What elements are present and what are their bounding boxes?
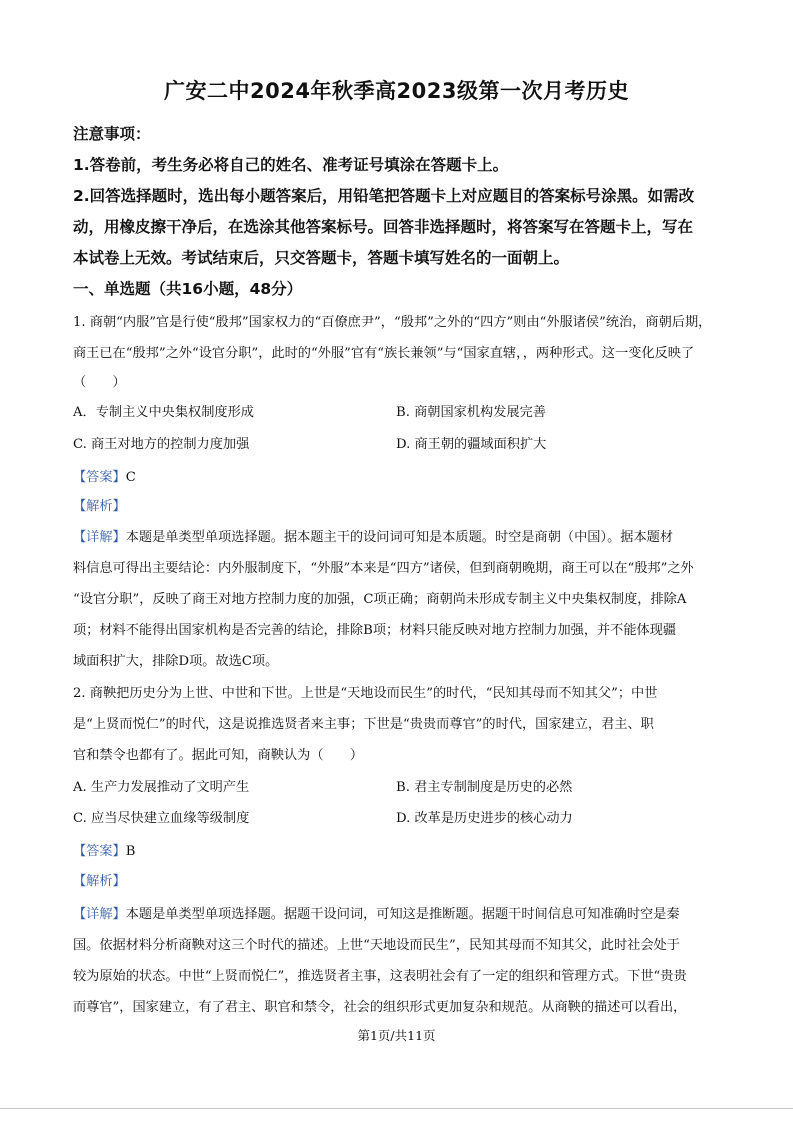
detail-line: 【详解】本题是单类型单项选择题。据题干设问词，可知这是推断题。据题干时间信息可知准确时空是秦	[73, 907, 680, 922]
answer-value: C	[125, 470, 136, 485]
detail-line: “设官分职”，反映了商王对地方控制力度的加强，C项正确；商朝尚未形成专制主义中央集权制度，排除A	[73, 592, 687, 607]
question-text: 商王已在“殷邦”之外“设官分职”，此时的“外服”官有“族长兼领”与“国家直辖，，两种形式。这一变化反映了	[73, 346, 695, 361]
detail-line: 国。依据材料分析商鞅对这三个时代的描述。上世“天地设而民生”，民知其母而不知其父，此时社会处于	[73, 938, 680, 953]
detail-line: 项；材料不能得出国家机构是否完善的结论，排除B项；材料只能反映对地方控制力加强，并不能体现疆	[73, 623, 677, 638]
analysis-label: 【解析】	[73, 499, 126, 514]
answer-row	[73, 840, 135, 859]
page-title: 广安二中2024年秋季高2023级第一次月考历史	[164, 79, 629, 103]
detail-line: 较为原始的状态。中世“上贤而悦仁”，推选贤者主事，这表明社会有了一定的组织和管理方式。下世“贵贵	[73, 969, 687, 984]
page-divider	[0, 1108, 793, 1109]
answer-value: B	[125, 844, 136, 859]
detail-label: 【详解】	[73, 530, 126, 545]
question-text: 官和禁令也都有了。据此可知，商鞅认为（ ）	[73, 748, 364, 763]
question-text: （ ）	[73, 375, 126, 390]
option-d: D. 商王朝的疆域面积扩大	[396, 437, 547, 452]
notice-line: 本试卷上无效。考试结束后，只交答题卡，答题卡填写姓名的一面朝上。	[73, 249, 570, 267]
notice-line: 1.答卷前，考生务必将自己的姓名、准考证号填涂在答题卡上。	[73, 156, 509, 174]
detail-line: 域面积扩大，排除D项。故选C项。	[73, 654, 279, 669]
page-number: 第1页/共11页	[357, 1028, 436, 1043]
option-b: B. 君主专制制度是历史的必然	[396, 780, 573, 795]
option-c: C. 应当尽快建立血缘等级制度	[73, 811, 250, 826]
answer-label: 【答案】	[73, 470, 126, 485]
detail-line: 【详解】本题是单类型单项选择题。据本题主干的设问词可知是本质题。时空是商朝（中国）。据本题材	[73, 530, 674, 545]
option-a: A．专制主义中央集权制度形成	[73, 405, 254, 420]
detail-label: 【详解】	[73, 907, 126, 922]
option-c: C. 商王对地方的控制力度加强	[73, 437, 250, 452]
option-d: D. 改革是历史进步的核心动力	[396, 811, 573, 826]
section-heading: 一、单选题（共16小题，48分）	[73, 280, 303, 298]
analysis-label: 【解析】	[73, 874, 126, 889]
detail-line: 料信息可得出主要结论：内外服制度下，“外服”本来是“四方”诸侯，但到商朝晚期，商王可以在“殷邦”之外	[73, 561, 694, 576]
notice-line: 2.回答选择题时，选出每小题答案后，用铅笔把答题卡上对应题目的答案标号涂黑。如需改	[73, 187, 695, 205]
question-text: 是“上贤而悦仁”的时代，这是说推选贤者来主事；下世是“贵贵而尊官”的时代，国家建立，君主、职	[73, 717, 654, 732]
question-text: 1. 商朝“内服”官是行使“殷邦”国家权力的“百僚庶尹”，“殷邦”之外的“四方”则由“外服诸侯”统治，商朝后期，	[73, 315, 712, 330]
notice-heading: 注意事项：	[73, 125, 151, 143]
option-b: B. 商朝国家机构发展完善	[396, 405, 546, 420]
notice-line: 动，用橡皮擦干净后，在选涂其他答案标号。回答非选择题时，将答案写在答题卡上，写在	[73, 218, 694, 236]
answer-label: 【答案】	[73, 844, 126, 859]
answer-row	[73, 466, 136, 485]
option-a: A. 生产力发展推动了文明产生	[73, 780, 250, 795]
question-text: 2. 商鞅把历史分为上世、中世和下世。上世是“天地设而民生”的时代，“民知其母而不知其父”；中世	[73, 686, 658, 701]
detail-line: 而尊官”，国家建立，有了君主、职官和禁令，社会的组织形式更加复杂和规范。从商鞅的描述可以看出，	[73, 1000, 687, 1015]
